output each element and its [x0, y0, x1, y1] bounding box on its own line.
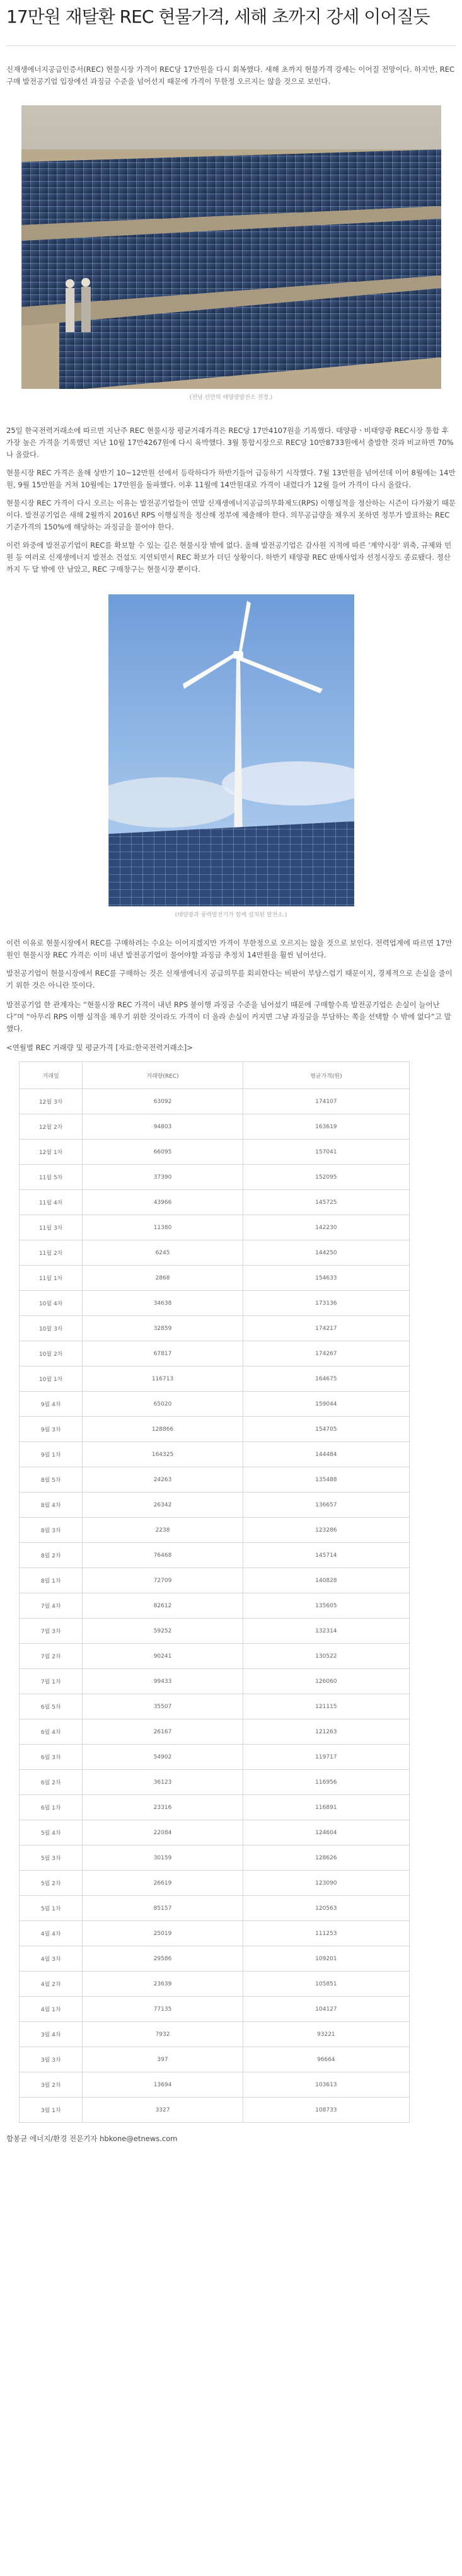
cell-date: 9월 1차 — [20, 1442, 83, 1467]
cell-date: 12월 2차 — [20, 1114, 83, 1140]
cell-price: 104127 — [243, 1997, 409, 2022]
cell-date: 6월 4차 — [20, 1719, 83, 1745]
title-divider — [6, 45, 456, 46]
table-row — [20, 1165, 410, 1190]
paragraph-2: 25일 한국전력거래소에 따르면 지난주 REC 현물시장 평균거래가격은 REC당 17만4107원을 기록했다. 태양광ㆍ비태양광 REC시장 통합 후 가장 높은 가격을 기록했던 지난 10월 17만4267원에 다시 육박했다. 3월 통합시장으로 REC당 10만8733원에서 출발한 것과 비교하면 70%나 올랐다. — [6, 426, 454, 459]
cell-volume: 90241 — [83, 1644, 243, 1669]
rec-price-table — [19, 1061, 410, 2123]
table-row — [20, 1089, 410, 1114]
cell-volume: 164325 — [83, 1442, 243, 1467]
cell-price: 130522 — [243, 1644, 409, 1669]
cell-volume: 11380 — [83, 1215, 243, 1240]
cell-date: 6월 3차 — [20, 1745, 83, 1770]
table-row — [20, 1341, 410, 1366]
table-body — [20, 1089, 410, 2123]
table-row — [20, 1795, 410, 1820]
cell-volume: 67817 — [83, 1341, 243, 1366]
cell-volume: 99433 — [83, 1669, 243, 1694]
cell-date: 8월 5차 — [20, 1467, 83, 1493]
header-price: 평균가격(원) — [243, 1062, 409, 1089]
table-row — [20, 1493, 410, 1518]
cell-volume: 128866 — [83, 1417, 243, 1442]
cell-price: 132314 — [243, 1619, 409, 1644]
table-row — [20, 1417, 410, 1442]
cell-volume: 26619 — [83, 1871, 243, 1896]
cell-date: 4월 1차 — [20, 1997, 83, 2022]
cell-date: 7월 3차 — [20, 1619, 83, 1644]
table-row — [20, 1392, 410, 1417]
cell-date: 11월 3차 — [20, 1215, 83, 1240]
cell-volume: 32859 — [83, 1316, 243, 1341]
cell-date: 3월 3차 — [20, 2047, 83, 2072]
cell-volume: 94803 — [83, 1114, 243, 1140]
paragraph-5: 이런 와중에 발전공기업이 REC를 확보할 수 있는 길은 현물시장 밖에 없다. 올해 발전공기업은 감사원 지적에 따른 '계약시장' 위축, 규제와 민원 등 여러로 신재생에너지 발전소 건설도 지연되면서 REC 확보가 더딘 상황이다. 하반기 태양광 REC 판매사업자 선정시장도 종료됐다. 정산까지 두 달 밖에 안 남았고, REC 구매창구는 현물시장 뿐이다. — [6, 541, 452, 574]
cell-date: 11월 2차 — [20, 1240, 83, 1266]
table-row — [20, 1467, 410, 1493]
cell-price: 152095 — [243, 1165, 409, 1190]
cell-date: 12월 3차 — [20, 1089, 83, 1114]
solar-farm-figure — [6, 105, 456, 401]
cell-date: 3월 2차 — [20, 2072, 83, 2098]
cell-volume: 23316 — [83, 1795, 243, 1820]
paragraph-3: 현물시장 REC 가격은 올해 상반기 10~12만원 선에서 등락하다가 하반기들어 급등하기 시작했다. 7월 13만원을 넘어선데 이어 8월에는 14만원, 9월 15만원을 거쳐 10월에는 17만원을 돌파했다. 이후 11월에 14만원대로 가격이 내렸다가 12월 들어 가격이 다시 올랐다. — [6, 468, 456, 489]
table-row — [20, 2047, 410, 2072]
cell-price: 124604 — [243, 1820, 409, 1845]
cell-price: 116956 — [243, 1770, 409, 1795]
cell-date: 11월 5차 — [20, 1165, 83, 1190]
cell-volume: 24263 — [83, 1467, 243, 1493]
cell-price: 144250 — [243, 1240, 409, 1266]
cell-volume: 26167 — [83, 1719, 243, 1745]
header-volume: 거래량(REC) — [83, 1062, 243, 1089]
table-header-row — [20, 1062, 410, 1089]
cell-date: 5월 4차 — [20, 1820, 83, 1845]
cell-price: 173136 — [243, 1291, 409, 1316]
cell-volume: 37390 — [83, 1165, 243, 1190]
wind-turbine-photo — [108, 594, 354, 906]
cell-date: 7월 4차 — [20, 1593, 83, 1619]
cell-date: 9월 4차 — [20, 1392, 83, 1417]
cell-volume: 29586 — [83, 1946, 243, 1972]
table-row — [20, 1972, 410, 1997]
cell-price: 96664 — [243, 2047, 409, 2072]
cell-date: 11월 4차 — [20, 1190, 83, 1215]
table-row — [20, 1442, 410, 1467]
cell-price: 154705 — [243, 1417, 409, 1442]
cell-volume: 30159 — [83, 1845, 243, 1871]
cell-date: 11월 1차 — [20, 1266, 83, 1291]
cell-date: 3월 4차 — [20, 2022, 83, 2047]
table-title: <연월별 REC 거래량 및 평균가격 [자료:한국전력거래소]> — [6, 1043, 193, 1052]
table-row — [20, 1366, 410, 1392]
cell-volume: 35507 — [83, 1694, 243, 1719]
table-row — [20, 1820, 410, 1845]
cell-date: 7월 1차 — [20, 1669, 83, 1694]
cell-price: 163619 — [243, 1114, 409, 1140]
table-row — [20, 1745, 410, 1770]
cell-price: 140828 — [243, 1568, 409, 1593]
paragraph-6: 이런 이유로 현물시장에서 REC를 구매하려는 수요는 이어지겠지만 가격이 무한정으로 오르지는 않을 것으로 보인다. 전력업계에 따르면 17만원인 현물시장 REC 가격은 이미 내년 발전공기업이 물어야할 과징금 추정치 14만원을 훨씬 넘어선다. — [6, 939, 453, 959]
cell-date: 8월 2차 — [20, 1543, 83, 1568]
cell-price: 123286 — [243, 1518, 409, 1543]
cell-date: 3월 1차 — [20, 2098, 83, 2123]
table-row — [20, 1316, 410, 1341]
cell-volume: 26342 — [83, 1493, 243, 1518]
table-row — [20, 1240, 410, 1266]
cell-price: 126060 — [243, 1669, 409, 1694]
cell-volume: 43966 — [83, 1190, 243, 1215]
cell-volume: 59252 — [83, 1619, 243, 1644]
cell-price: 119717 — [243, 1745, 409, 1770]
cell-date: 10월 2차 — [20, 1341, 83, 1366]
table-row — [20, 1619, 410, 1644]
cell-price: 174107 — [243, 1089, 409, 1114]
solar-farm-photo — [21, 105, 441, 389]
cell-date: 4월 3차 — [20, 1946, 83, 1972]
cell-price: 93221 — [243, 2022, 409, 2047]
cell-volume: 72709 — [83, 1568, 243, 1593]
cell-date: 4월 4차 — [20, 1921, 83, 1946]
cell-date: 7월 2차 — [20, 1644, 83, 1669]
cell-volume: 34638 — [83, 1291, 243, 1316]
table-row — [20, 1946, 410, 1972]
paragraph-4: 현물시장 REC 가격이 다시 오르는 이유는 발전공기업들이 연말 신재생에너지공급의무화제도(RPS) 이행실적을 정산하는 시즌이 다가왔기 때문이다. 발전공기업은 새해 2월까지 2016년 RPS 이행실적을 정산해 정부에 제출해야 한다. 의무공급량을 채우지 못하면 정부가 발표하는 REC 기준가격의 150%에 해당하는 과징금을 물어야 한다. — [6, 499, 456, 531]
cell-price: 154633 — [243, 1266, 409, 1291]
cell-price: 121115 — [243, 1694, 409, 1719]
cell-volume: 25019 — [83, 1921, 243, 1946]
cell-price: 120563 — [243, 1896, 409, 1921]
table-row — [20, 2098, 410, 2123]
cell-date: 10월 1차 — [20, 1366, 83, 1392]
table-row — [20, 1719, 410, 1745]
cell-date: 5월 3차 — [20, 1845, 83, 1871]
table-row — [20, 1114, 410, 1140]
cell-volume: 82612 — [83, 1593, 243, 1619]
table-row — [20, 1190, 410, 1215]
table-row — [20, 1518, 410, 1543]
cell-volume: 63092 — [83, 1089, 243, 1114]
cell-price: 108733 — [243, 2098, 409, 2123]
cell-price: 164675 — [243, 1366, 409, 1392]
paragraph-7: 발전공기업이 현물시장에서 REC를 구매하는 것은 신재생에너지 공급의무를 회피한다는 비판이 부담스럽기 때문이지, 경제적으로 손실을 줄이기 위한 것은 아니란 뜻이다. — [6, 969, 453, 990]
table-row — [20, 2022, 410, 2047]
byline: 함봉균 에너지/환경 전문기자 hbkone@etnews.com — [6, 2134, 178, 2143]
header-date: 거래일 — [20, 1062, 83, 1089]
cell-date: 5월 2차 — [20, 1871, 83, 1896]
table-row — [20, 1770, 410, 1795]
cell-date: 4월 2차 — [20, 1972, 83, 1997]
table-row — [20, 1543, 410, 1568]
cell-price: 109201 — [243, 1946, 409, 1972]
cell-price: 121263 — [243, 1719, 409, 1745]
cell-date: 9월 3차 — [20, 1417, 83, 1442]
cell-date: 5월 1차 — [20, 1896, 83, 1921]
table-row — [20, 1266, 410, 1291]
cell-volume: 2868 — [83, 1266, 243, 1291]
cell-volume: 65020 — [83, 1392, 243, 1417]
cell-volume: 77135 — [83, 1997, 243, 2022]
article — [0, 6, 462, 2144]
cell-date: 6월 5차 — [20, 1694, 83, 1719]
article-title: 17만원 재탈환 REC 현물가격, 세해 초까지 강세 이어질듯 — [6, 6, 430, 27]
cell-volume: 7932 — [83, 2022, 243, 2047]
cell-volume: 76468 — [83, 1543, 243, 1568]
cell-price: 174217 — [243, 1316, 409, 1341]
table-row — [20, 1997, 410, 2022]
wind-solar-figure — [6, 594, 456, 918]
cell-price: 116891 — [243, 1795, 409, 1820]
lead-paragraph: 신재생에너지공급인증서(REC) 현물시장 가격이 REC당 17만원을 다시 회복했다. 새해 초까지 현물가격 강세는 이어질 전망이다. 하지만, REC 구매 발전공기업 입장에선 과징금 수준을 넘어선지 때문에 가격이 무한정 오르지는 않을 것으로 보인다. — [6, 65, 455, 86]
cell-price: 144484 — [243, 1442, 409, 1467]
cell-date: 8월 4차 — [20, 1493, 83, 1518]
cell-price: 103613 — [243, 2072, 409, 2098]
cell-date: 8월 3차 — [20, 1518, 83, 1543]
table-row — [20, 1845, 410, 1871]
table-row — [20, 1921, 410, 1946]
cell-price: 105851 — [243, 1972, 409, 1997]
cell-volume: 36123 — [83, 1770, 243, 1795]
paragraph-8: 발전공기업 한 관계자는 “현물시장 REC 가격이 내년 RPS 불이행 과징금 수준을 넘어섰기 때문에 구매할수록 발전공기업은 손실이 늘어난다”며 “아무리 RPS 이행 실적을 채우기 위한 것이라도 가격이 더 올라 손실이 커지면 그냥 과징금을 부담하는 쪽을 선택할 수 밖에 없다”고 말했다. — [6, 1000, 451, 1033]
table-row — [20, 1871, 410, 1896]
cell-date: 10월 3차 — [20, 1316, 83, 1341]
table-row — [20, 1215, 410, 1240]
table-row — [20, 1593, 410, 1619]
table-row — [20, 2072, 410, 2098]
cell-price: 123090 — [243, 1871, 409, 1896]
cell-price: 174267 — [243, 1341, 409, 1366]
cell-date: 6월 2차 — [20, 1770, 83, 1795]
cell-volume: 3327 — [83, 2098, 243, 2123]
wind-solar-caption: (태양광과 풍력발전기가 함께 설치된 발전소.) — [175, 912, 287, 918]
cell-volume: 66095 — [83, 1140, 243, 1165]
cell-volume: 54902 — [83, 1745, 243, 1770]
cell-price: 159044 — [243, 1392, 409, 1417]
cell-date: 10월 4차 — [20, 1291, 83, 1316]
cell-volume: 116713 — [83, 1366, 243, 1392]
table-row — [20, 1140, 410, 1165]
cell-price: 135605 — [243, 1593, 409, 1619]
cell-volume: 85157 — [83, 1896, 243, 1921]
cell-price: 145714 — [243, 1543, 409, 1568]
cell-volume: 13694 — [83, 2072, 243, 2098]
cell-date: 6월 1차 — [20, 1795, 83, 1820]
cell-volume: 6245 — [83, 1240, 243, 1266]
cell-volume: 397 — [83, 2047, 243, 2072]
table-row — [20, 1291, 410, 1316]
cell-price: 145725 — [243, 1190, 409, 1215]
table-row — [20, 1568, 410, 1593]
solar-farm-caption: (전남 신안의 태양광발전소 전경.) — [189, 395, 273, 401]
cell-price: 142230 — [243, 1215, 409, 1240]
cell-date: 12월 1차 — [20, 1140, 83, 1165]
table-row — [20, 1694, 410, 1719]
cell-price: 135488 — [243, 1467, 409, 1493]
cell-price: 157041 — [243, 1140, 409, 1165]
table-row — [20, 1896, 410, 1921]
cell-volume: 22084 — [83, 1820, 243, 1845]
cell-volume: 2238 — [83, 1518, 243, 1543]
table-row — [20, 1669, 410, 1694]
cell-price: 136657 — [243, 1493, 409, 1518]
cell-price: 111253 — [243, 1921, 409, 1946]
cell-price: 128626 — [243, 1845, 409, 1871]
table-row — [20, 1644, 410, 1669]
cell-date: 8월 1차 — [20, 1568, 83, 1593]
cell-volume: 23639 — [83, 1972, 243, 1997]
